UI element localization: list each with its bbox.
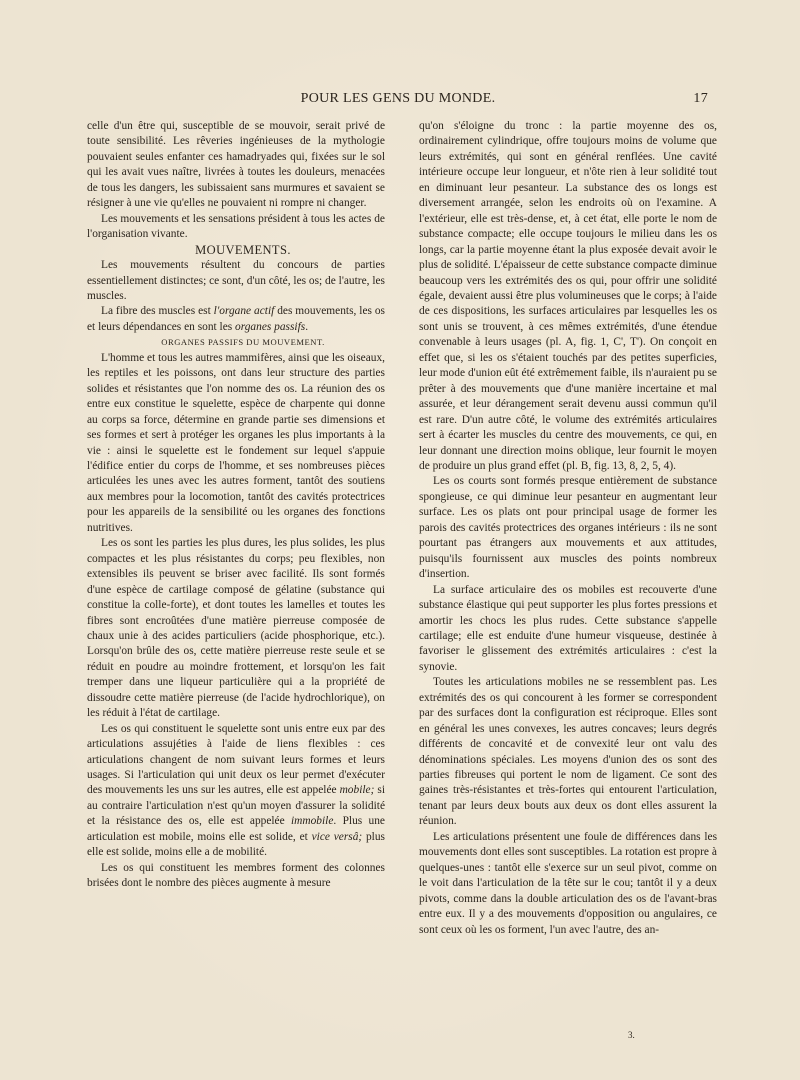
running-title: POUR LES GENS DU MONDE.	[300, 91, 496, 106]
page-number: 17	[693, 91, 708, 106]
right-column	[419, 119, 717, 938]
paragraph	[87, 722, 385, 861]
emphasis: immobile	[291, 815, 334, 828]
sub-heading: ORGANES PASSIFS DU MOUVEMENT.	[161, 337, 325, 348]
emphasis: vice versâ;	[311, 830, 363, 843]
emphasis: mobile;	[339, 784, 375, 797]
emphasis: organes passifs	[235, 320, 306, 333]
section-heading: MOUVEMENTS.	[195, 242, 291, 257]
paragraph: Toutes les articulations mobiles ne se ressemblent pas. Les extrémités des os qui concourent à les former se correspondent par des surfaces dont la configuration est réciproque. Elles sont en général les unes convexes, les autres concaves; leurs degrés différents de concavité et de convexité leur ont valu des dénominations spéciales. Les moyens d'union des os sont des parties fibreuses qui portent le nom de ligament. Ce sont des gaines très-résistantes et très-fortes qui entourent l'articulation, tenant par leurs deux bouts aux deux os dont elles assurent la réunion.	[419, 676, 717, 828]
text-run: Les os qui constituent le squelette sont unis entre eux par des articulations assujéties à l'aide de liens flexibles : ces articulations changent de nom suivant leurs formes et leurs usages. Si l'articulation qui unit deux os leur permet d'exécuter des mouvements les uns sur les autres, elle est appelée	[87, 722, 385, 797]
text-run: des mouvements, les os et leurs dépendances en sont les	[87, 305, 385, 333]
paragraph: L'homme et tous les autres mammifères, ainsi que les oiseaux, les reptiles et les poissons, ont dans leur structure des parties solides et résistantes que l'on nomme des os. La réunion des os entre eux constitue le squelette, espèce de charpente qui donne au corps sa force, détermine en grande partie ses dimensions et ses formes et sert à protéger les organes les plus importants à la vie : ainsi le squelette est le fondement sur lequel s'appuie l'édifice entier du corps de l'homme, et ses nombreuses pièces articulées les unes avec les autres forment, tantôt des soutiens aux membres pour la locomotion, tantôt des cavités protectrices pour les appareils de la sensibilité ou les organes des fonctions nutritives.	[87, 351, 385, 534]
text-run: .	[305, 320, 309, 333]
left-column	[87, 119, 385, 892]
paragraph: celle d'un être qui, susceptible de se mouvoir, serait privé de toute sensibilité. Les rêveries ingénieuses de la mythologie pouvaient seules enfanter ces hamadryades qui, fixées sur le sol qui les avait vues naître, livrées à toutes les douleurs, menacées de tous les dangers, les subissaient sans murmures et savaient se résigner à une vie qu'elles ne pouvaient ni rompre ni changer.	[87, 120, 385, 210]
text-run: si au contraire l'articulation n'est qu'un moyen d'assurer la solidité et la résistance des os, elle est appelée	[87, 784, 385, 828]
paragraph: Les mouvements résultent du concours de parties essentiellement distinctes; ce sont, d'un côté, les os; de l'autre, les muscles.	[87, 259, 385, 302]
paragraph: Les os sont les parties les plus dures, les plus solides, les plus compactes et les plus résistantes du corps; peu flexibles, non extensibles ils peuvent se briser avec facilité. Ils sont formés d'une espèce de cartilage composé de gélatine (substance qui constitue la colle-forte), et dont toutes les lamelles et toutes les fibres sont encroûtées d'une matière pierreuse composée de chaux unie à des acides particuliers (acide phosphorique, etc.). Lorsqu'on brûle des os, cette matière pierreuse reste seule et se réduit en poudre au moindre frottement, et lorsqu'on les fait tremper dans une liqueur particulière qui a la propriété de dissoudre cette matière pierreuse (de l'acide hydrochlorique), on les réduit à l'état de cartilage.	[87, 537, 385, 720]
text-run: La fibre des muscles est	[101, 305, 214, 318]
running-header	[88, 91, 708, 111]
paragraph: Les os courts sont formés presque entièrement de substance spongieuse, ce qui diminue leur pesanteur en augmentant leur surface. Les os plats ont pour principal usage de former les parois des cavités protectrices des organes intérieurs : ils ne sont pourtant pas étrangers aux mouvements et aux attitudes, puisqu'ils fournissent aux muscles des points nombreux d'insertion.	[419, 475, 717, 581]
emphasis: l'organe actif	[213, 305, 275, 318]
paragraph: Les articulations présentent une foule de différences dans les mouvements dont elles sont susceptibles. La rotation est propre à quelques-unes : tantôt elle s'exerce sur un seul pivot, comme on le voit dans l'articulation de la tête sur le cou; tantôt il y a deux pivots, comme dans la double articulation des os de l'avant-bras entre eux. Il y a des mouvements d'opposition ou angulaires, ce sont ceux où les os forment, l'un avec l'autre, des an-	[419, 830, 717, 936]
paragraph: Les os qui constituent les membres forment des colonnes brisées dont le nombre des pièces augmente à mesure	[87, 861, 385, 890]
paragraph: La surface articulaire des os mobiles est recouverte d'une substance élastique qui peut supporter les plus fortes pressions et amortir les chocs les plus rudes. Cette substance s'appelle cartilage; elle est enduite d'une humeur visqueuse, destinée à favoriser le glissement des extrémités articulaires : c'est la synovie.	[419, 583, 717, 673]
text-run: . Plus une articulation est mobile, moins elle est solide, et	[87, 815, 385, 843]
signature-mark: 3.	[628, 1030, 635, 1040]
paragraph: qu'on s'éloigne du tronc : la partie moyenne des os, ordinairement cylindrique, offre toujours moins de volume que leurs extrémités, qui sont en général renflées. Une cavité intérieure occupe leur longueur, et n'ôte rien à leur solidité tout en diminuant leur pesanteur. La substance des os longs est diversement arrangée, selon les endroits où on l'examine. A l'extérieur, elle est très-dense, et, à cet état, elle porte le nom de substance compacte; elle occupe toujours le milieu dans les os longs, car la partie moyenne étant la plus exposée devait avoir le plus de solidité. L'épaisseur de cette substance compacte diminue beaucoup vers les extrémités des os qui, pour offrir une solidité égale, devaient aussi être plus volumineuses que le corps; à l'aide de ces dispositions, les surfaces articulaires par lesquelles les os sont unis se trouvent, à ces mêmes extrémités, d'une étendue convenable à leurs usages (pl. A, fig. 1, C', T'). On conçoit en effet que, si les os s'étaient touchés par des petites superficies, leur mode d'union eût été extrêmement faible, ils n'auraient pu se prêter à des mouvements que d'une manière incertaine et mal assurée, et leur dérangement serait devenu aussi commun qu'il est rare. D'un autre côté, le volume des extrémités articulaires sert à écarter les muscles du centre des mouvements, ce qui, en leur donnant une direction moins oblique, leur fournit le moyen de produire un plus grand effet (pl. B, fig. 13, 8, 2, 5, 4).	[419, 120, 717, 472]
text-run: plus elle est solide, moins elle a de mobilité.	[87, 830, 385, 859]
paragraph	[87, 304, 385, 335]
paragraph: Les mouvements et les sensations président à tous les actes de l'organisation vivante.	[87, 212, 385, 241]
